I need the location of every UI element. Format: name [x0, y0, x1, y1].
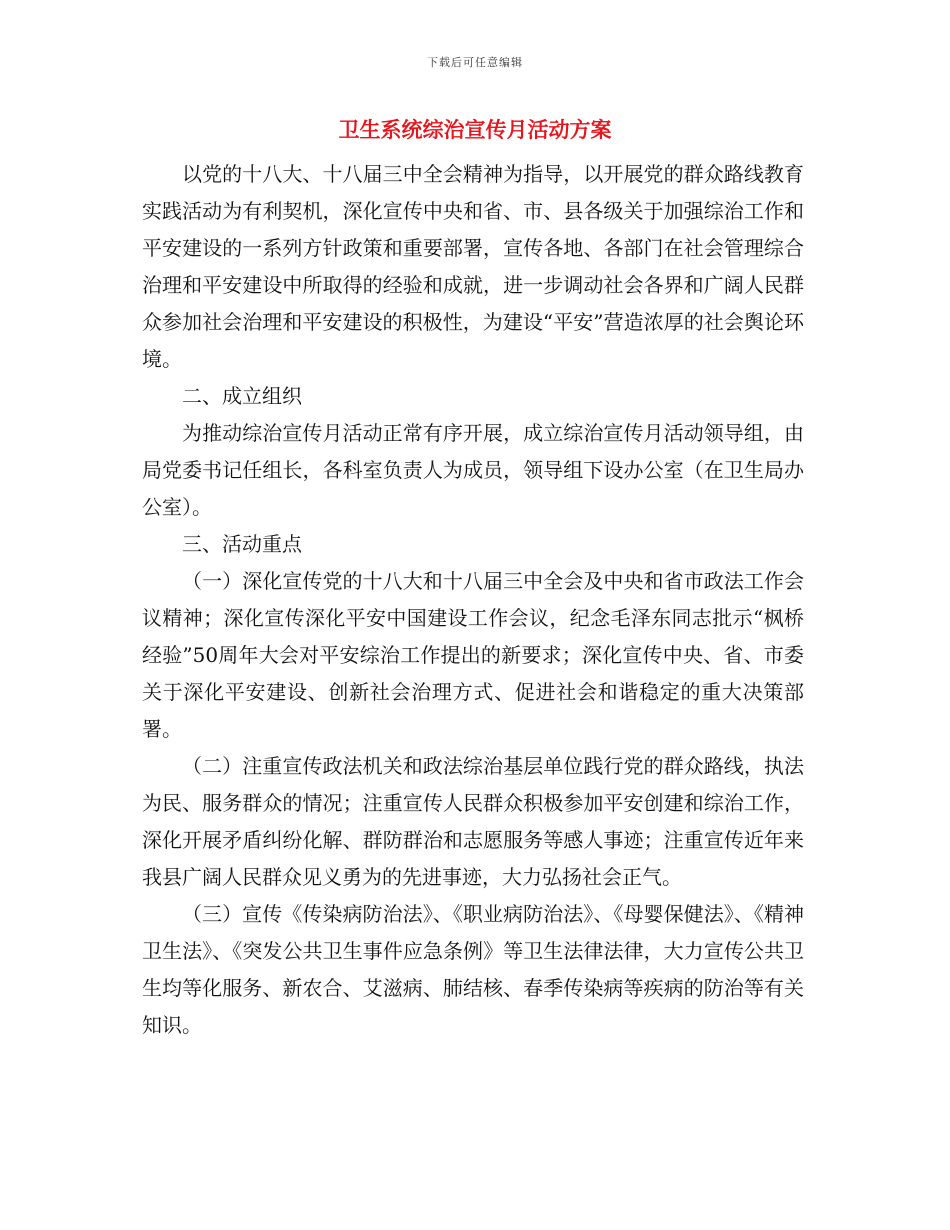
- paragraph-organization: 为推动综治宣传月活动正常有序开展，成立综治宣传月活动领导组，由局党委书记任组长，各科室负责人为成员，领导组下设办公室（在卫生局办公室）。: [142, 421, 804, 519]
- header-note: 下载后可任意编辑: [427, 56, 523, 69]
- paragraph-intro: 以党的十八大、十八届三中全会精神为指导，以开展党的群众路线教育实践活动为有利契机，深化宣传中央和省、市、县各级关于加强综治工作和平安建设的一系列方针政策和重要部署，宣传各地、各部门在社会管理综合治理和平安建设中所取得的经验和成就，进一步调动社会各界和广阔人民群众参加社会治理和平安建设的积极性，为建设“平安”营造浓厚的社会舆论环境。: [142, 162, 804, 371]
- paragraph-focus-1: （一）深化宣传党的十八大和十八届三中全会及中央和省市政法工作会议精神；深化宣传深化平安中国建设工作会议，纪念毛泽东同志批示“枫桥经验”50周年大会对平安综治工作提出的新要求；深化宣传中央、省、市委关于深化平安建设、创新社会治理方式、促进社会和谐稳定的重大决策部署。: [142, 569, 804, 741]
- paragraph-focus-2: （二）注重宣传政法机关和政法综治基层单位践行党的群众路线，执法为民、服务群众的情况；注重宣传人民群众积极参加平安创建和综治工作，深化开展矛盾纠纷化解、群防群治和志愿服务等感人事迹；注重宣传近年来我县广阔人民群众见义勇为的先进事迹，大力弘扬社会正气。: [142, 754, 804, 889]
- paragraph-focus-3: （三）宣传《传染病防治法》、《职业病防治法》、《母婴保健法》、《精神卫生法》、《突发公共卫生事件应急条例》等卫生法律法律，大力宣传公共卫生均等化服务、新农合、艾滋病、肺结核、春季传染病等疾病的防治等有关知识。: [142, 902, 804, 1037]
- document-title: 卫生系统综治宣传月活动方案: [338, 118, 612, 142]
- section-heading-organization: 二、成立组织: [182, 384, 302, 408]
- document-body: [142, 156, 804, 1044]
- section-heading-focus: 三、活动重点: [182, 532, 302, 556]
